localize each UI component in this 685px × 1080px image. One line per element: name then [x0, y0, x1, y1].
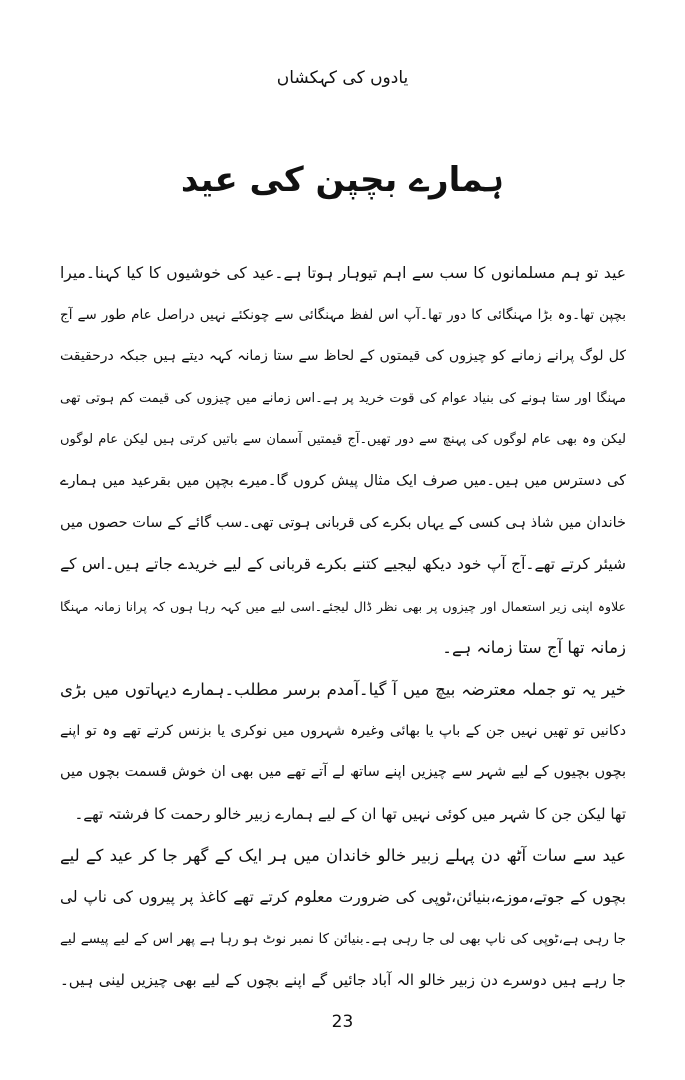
- text-line: دکانیں تو تھیں نہیں جن کے باپ یا بھائی وغیرہ شہروں میں نوکری یا بزنس کرتے تھے وہ تو اپنے: [60, 722, 626, 739]
- text-line: بچوں بچیوں کے لیے شہر سے چیزیں اپنے ساتھ لے آتے تھے میں بھی ان خوش قسمت بچوں میں: [60, 764, 626, 781]
- running-head: یادوں کی کہکشاں: [276, 68, 409, 88]
- text-line: کی دسترس میں ہیں۔میں صرف ایک مثال پیش کروں گا۔میرے بچپن میں بقرعید میں ہمارے: [60, 472, 626, 489]
- chapter-title: ہمارے بچپن کی عید: [180, 160, 505, 200]
- text-line: کل لوگ پرانے زمانے کو چیزوں کی قیمتوں کے لحاظ سے ستا زمانہ کہہ دیتے ہیں جبکہ درحقیقت: [60, 348, 626, 365]
- text-line: تھا لیکن جن کا شہر میں کوئی نہیں تھا ان کے لیے ہمارے زبیر خالو رحمت کا فرشتہ تھے۔: [74, 804, 626, 823]
- text-line: خاندان میں شاذ ہی کسی کے یہاں بکرے کی قربانی ہوتی تھی۔سب گائے کے سات حصوں میں: [60, 514, 626, 531]
- text-line: بچوں کے جوتے،موزے،بنیائن،ٹوپی کی ضرورت معلوم کرتے تھے کاغذ پر پیروں کی ناپ لی: [60, 887, 626, 906]
- text-line: مہنگا اور ستا ہونے کی بنیاد عوام کی قوت خرید پر ہے۔اس زمانے میں چیزوں کی قیمت کم ہوتی تھی: [60, 390, 626, 406]
- text-line: عید سے سات آٹھ دن پہلے زبیر خالو خاندان میں ہر ایک کے گھر جا کر عید کے لیے: [60, 846, 626, 866]
- text-line: جا رہی ہے،ٹوپی کی ناپ بھی لی جا رہی ہے۔بنیائن کا نمبر نوٹ ہو رہا ہے پھر اس کے لیے پیسے لیے: [60, 930, 626, 947]
- text-line: بچپن تھا۔وہ بڑا مہنگائی کا دور تھا۔آپ اس لفظ مہنگائی سے چونکئے نہیں دراصل عام طور سے آج: [60, 306, 626, 323]
- text-line: علاوہ اپنی زیر استعمال اور چیزوں پر بھی نظر ڈال لیجئے۔اسی لیے میں کہہ رہا ہوں کہ پرانا زمانہ مہنگا: [60, 598, 626, 614]
- text-line: جا رہے ہیں دوسرے دن زبیر خالو الہ آباد جائیں گے اپنے بچوں کے لیے بھی چیزیں لینی ہیں۔: [60, 971, 626, 990]
- page-number: 23: [331, 1012, 354, 1032]
- text-line: عید تو ہم مسلمانوں کا سب سے اہم تیوہار ہوتا ہے۔عید کی خوشیوں کا کیا کہنا۔میرا: [60, 264, 626, 282]
- text-line: خیر یہ تو جملہ معترضہ بیچ میں آ گیا۔آمدم برسر مطلب۔ہمارے دیہاتوں میں بڑی: [60, 679, 626, 699]
- text-line: زمانہ تھا آج ستا زمانہ ہے۔: [442, 638, 626, 658]
- body-text: [60, 253, 626, 1002]
- text-line: شیئر کرتے تھے۔آج آپ خود دیکھ لیجیے کتنے بکرے قربانی کے لیے خریدے جاتے ہیں۔اس کے: [60, 555, 626, 574]
- text-line: لیکن وہ بھی عام لوگوں کی پہنچ سے دور تھیں۔آج قیمتیں آسمان سے باتیں کرتی ہیں لیکن عام لوگوں: [60, 432, 626, 448]
